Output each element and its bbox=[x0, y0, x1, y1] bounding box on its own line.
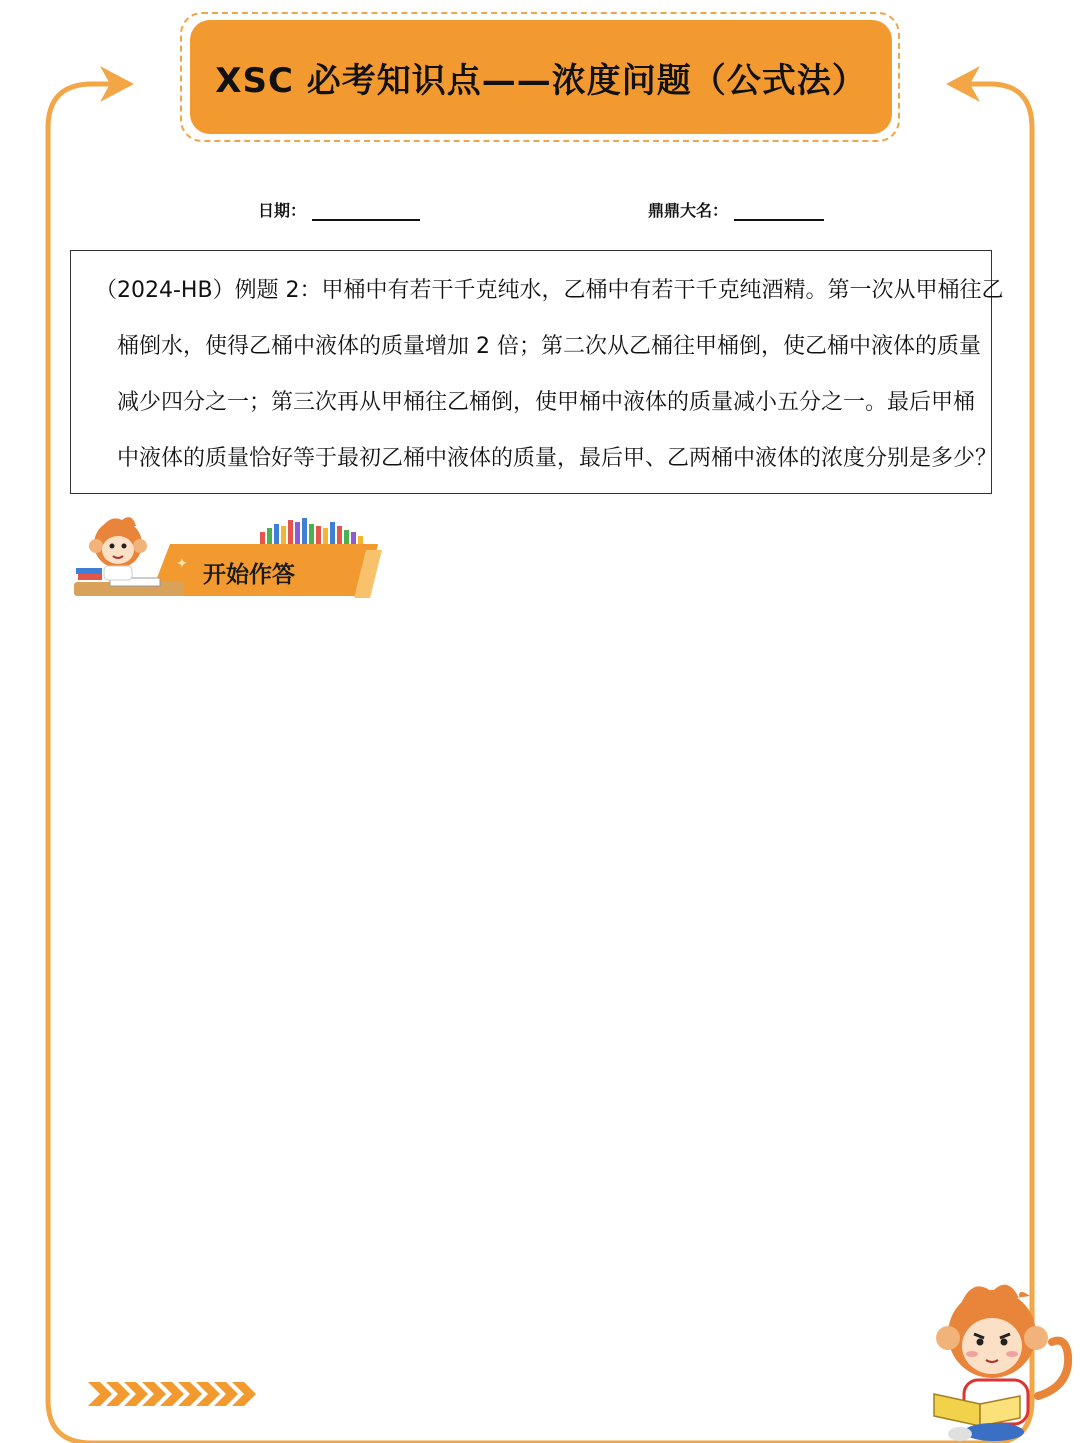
problem-line-2: 桶倒水，使得乙桶中液体的质量增加 2 倍；第二次从乙桶往甲桶倒，使乙桶中液体的质量 bbox=[117, 334, 981, 359]
date-label: 日期： bbox=[258, 201, 307, 220]
books-decoration bbox=[260, 518, 363, 544]
problem-line-4: 中液体的质量恰好等于最初乙桶中液体的质量，最后甲、乙两桶中液体的浓度分别是多少？ bbox=[117, 446, 998, 471]
problem-line-3: 减少四分之一；第三次再从甲桶往乙桶倒，使甲桶中液体的质量减小五分之一。最后甲桶 bbox=[117, 390, 976, 415]
date-field bbox=[258, 198, 420, 221]
problem-line-1: （2024-HB）例题 2：甲桶中有若干千克纯水，乙桶中有若干千克纯酒精。第一次从甲桶往乙 bbox=[95, 278, 1004, 303]
date-blank[interactable] bbox=[312, 207, 420, 221]
name-field bbox=[648, 198, 824, 221]
name-label: 鼎鼎大名： bbox=[648, 201, 729, 220]
title-banner bbox=[190, 20, 892, 134]
page-title: XSC 必考知识点——浓度问题（公式法） bbox=[215, 60, 867, 101]
start-answer-label: 开始作答 bbox=[203, 562, 295, 588]
svg-text:✦: ✦ bbox=[176, 556, 188, 572]
monkey-reading-mascot bbox=[920, 1276, 1080, 1443]
problem-box bbox=[70, 250, 1004, 494]
chevron-decoration bbox=[88, 1382, 256, 1406]
name-blank[interactable] bbox=[734, 207, 824, 221]
